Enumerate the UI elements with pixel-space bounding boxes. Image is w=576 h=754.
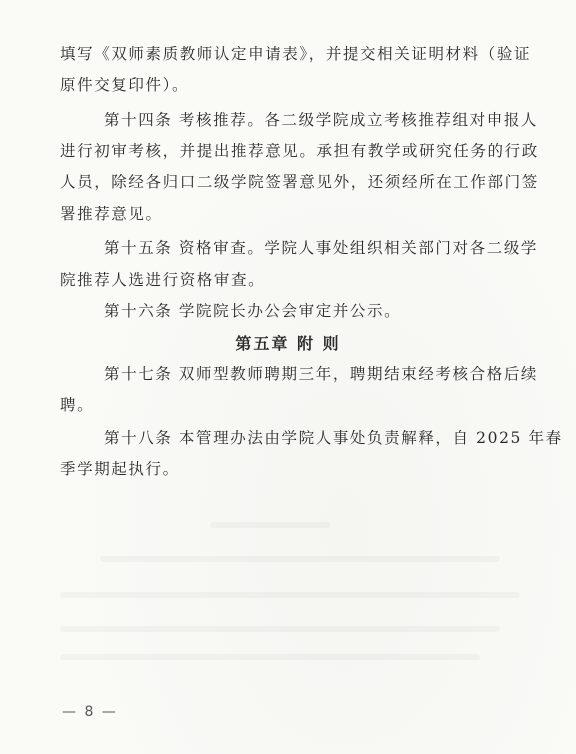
article-18-line: 季学期起执行。 — [60, 460, 180, 478]
article-14-line: 人员，除经各归口二级学院签署意见外，还须经所在工作部门签 — [60, 173, 539, 191]
article-15-line: 第十五条 资格审查。学院人事处组织相关部门对各二级学 — [104, 239, 539, 257]
article-16-line: 第十六条 学院院长办公会审定并公示。 — [104, 302, 402, 320]
show-through — [60, 654, 480, 660]
page-number: — 8 — — [62, 704, 118, 720]
article-17-line: 聘。 — [60, 396, 95, 414]
show-through — [210, 522, 330, 528]
article-18-line: 第十八条 本管理办法由学院人事处负责解释，自 2025 年春 — [104, 429, 563, 447]
article-17-line: 第十七条 双师型教师聘期三年，聘期结束经考核合格后续 — [104, 365, 539, 383]
article-14-line: 第十四条 考核推荐。各二级学院成立考核推荐组对申报人 — [104, 111, 539, 129]
article-14-line: 署推荐意见。 — [60, 205, 163, 223]
chapter-heading: 第五章 附 则 — [235, 334, 341, 353]
paragraph-line: 原件交复印件）。 — [60, 76, 190, 94]
article-14-line: 进行初审考核，并提出推荐意见。承担有教学或研究任务的行政 — [60, 142, 539, 160]
show-through — [60, 626, 500, 632]
show-through — [100, 556, 500, 562]
show-through — [60, 592, 520, 598]
paragraph-line: 填写《双师素质教师认定申请表》，并提交相关证明材料（验证 — [60, 45, 532, 63]
article-15-line: 院推荐人选进行资格审查。 — [60, 271, 266, 289]
